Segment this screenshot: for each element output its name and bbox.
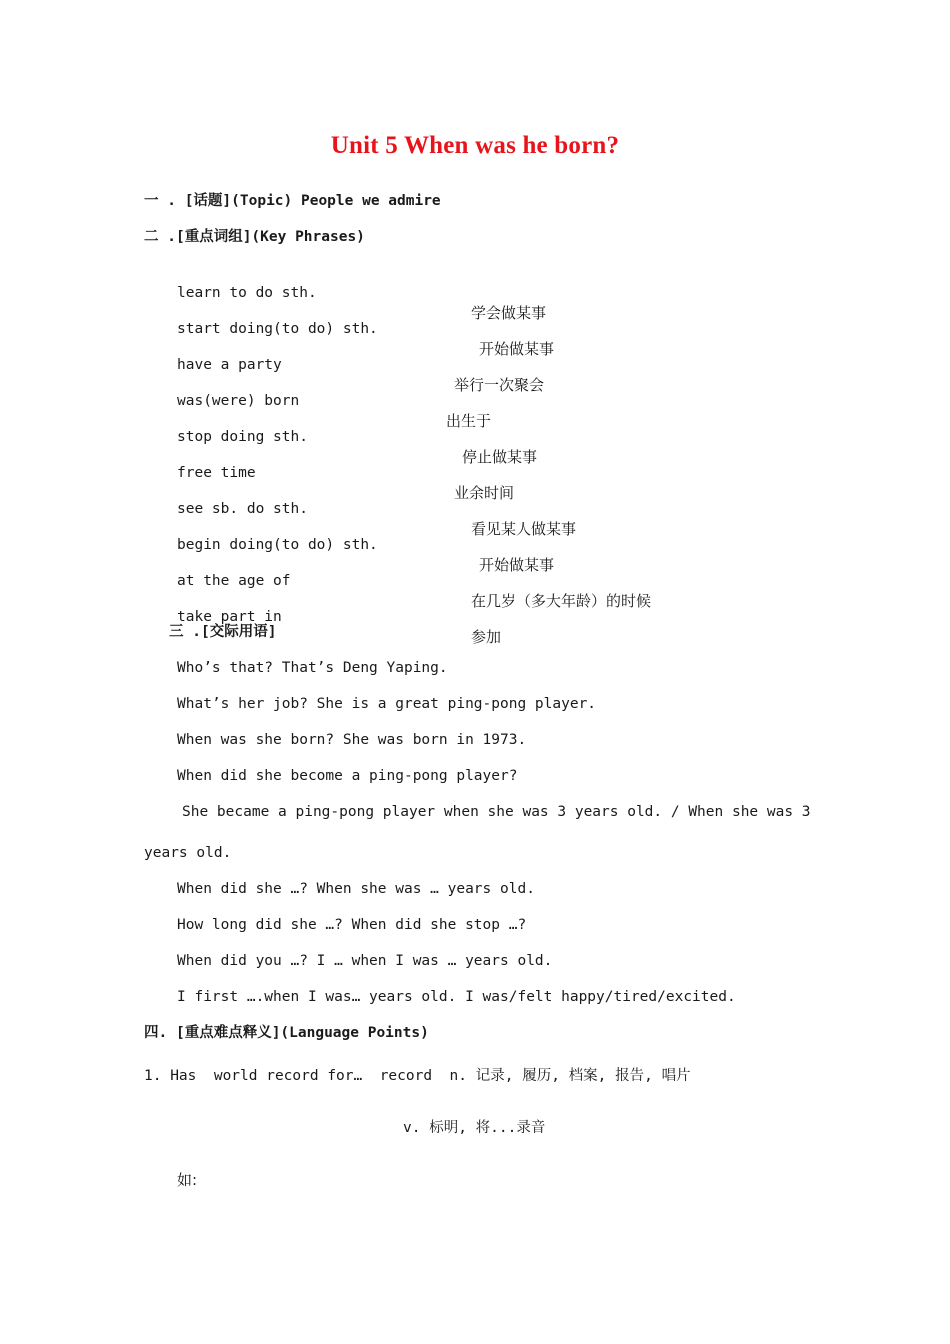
topic-heading: 一 . [话题](Topic) People we admire (144, 193, 441, 209)
phrase-english: see sb. do sth. (177, 501, 308, 517)
dialogue-heading: 三 .[交际用语] (169, 624, 277, 640)
phrase-chinese: 业余时间 (454, 484, 515, 502)
dialogue-line: Who’s that? That’s Deng Yaping. (177, 660, 448, 676)
phrase-english: begin doing(to do) sth. (177, 537, 378, 553)
phrase-english: have a party (177, 357, 282, 373)
phrase-english: learn to do sth. (177, 285, 317, 301)
page-title: Unit 5 When was he born? (330, 132, 620, 159)
language-points-heading: 四. [重点难点释义](Language Points) (144, 1025, 429, 1041)
dialogue-line: What’s her job? She is a great ping-pong player. (177, 696, 597, 712)
phrase-chinese: 在几岁（多大年龄）的时候 (471, 592, 652, 610)
phrase-chinese: 出生于 (446, 412, 492, 430)
dialogue-line: years old. (144, 845, 232, 861)
phrase-english: at the age of (177, 573, 291, 589)
phrase-english: take part in (177, 609, 282, 625)
dialogue-line: When did she become a ping-pong player? (177, 768, 518, 784)
language-point-verb-meaning: v. 标明, 将...录音 (403, 1120, 546, 1136)
phrase-chinese: 参加 (471, 628, 502, 646)
dialogue-line: She became a ping-pong player when she was 3 years old. / When she was 3 (182, 804, 811, 820)
dialogue-line: How long did she …? When did she stop …? (177, 917, 527, 933)
key-phrases-heading: 二 .[重点词组](Key Phrases) (144, 229, 365, 245)
phrase-chinese: 开始做某事 (479, 340, 555, 358)
dialogue-line: When did she …? When she was … years old. (177, 881, 535, 897)
dialogue-line: When did you …? I … when I was … years old. (177, 953, 553, 969)
phrase-english: start doing(to do) sth. (177, 321, 378, 337)
phrase-english: stop doing sth. (177, 429, 308, 445)
dialogue-line: I first ….when I was… years old. I was/felt happy/tired/excited. (177, 989, 736, 1005)
phrase-english: free time (177, 465, 256, 481)
language-point-item: 1. Has world record for… record n. 记录, 履历, 档案, 报告, 唱片 (144, 1068, 691, 1084)
phrase-chinese: 举行一次聚会 (454, 376, 545, 394)
phrase-chinese: 开始做某事 (479, 556, 555, 574)
example-label: 如: (177, 1171, 198, 1189)
phrase-chinese: 停止做某事 (462, 448, 538, 466)
dialogue-line: When was she born? She was born in 1973. (177, 732, 527, 748)
phrase-english: was(were) born (177, 393, 300, 409)
phrase-chinese: 看见某人做某事 (471, 520, 577, 538)
phrase-chinese: 学会做某事 (471, 304, 547, 322)
